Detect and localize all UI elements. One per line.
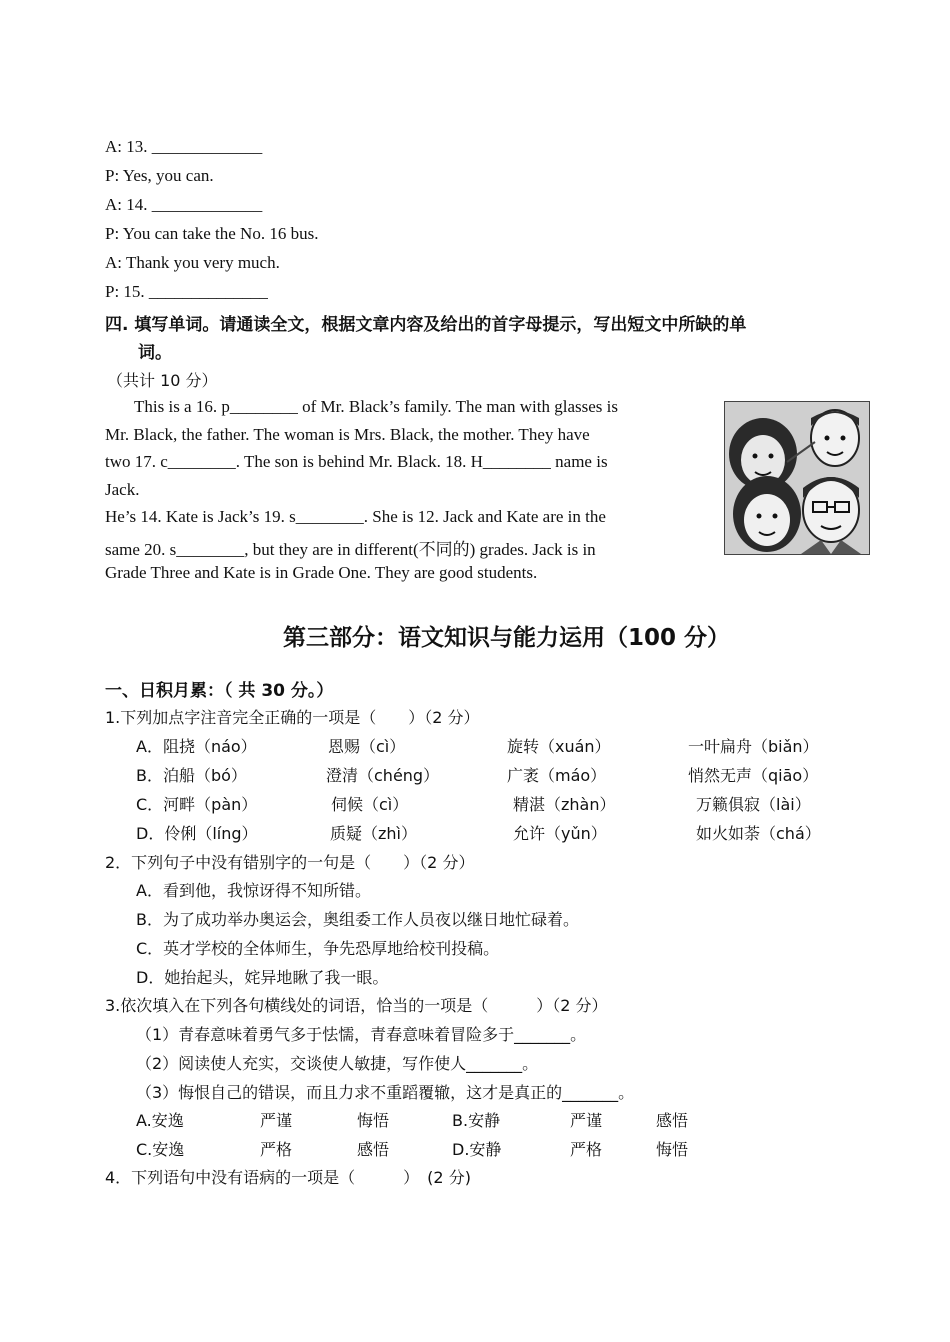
passage-line: Jack. xyxy=(105,480,140,499)
q3-option: 严格 xyxy=(260,1140,293,1159)
q3-option: 严谨 xyxy=(570,1111,603,1130)
part3-title: 第三部分：语文知识与能力运用（100 分） xyxy=(282,625,731,651)
q3-option: C.安逸 xyxy=(136,1140,185,1159)
q1-option: 质疑（zhì） xyxy=(330,824,417,843)
q3-option: B.安静 xyxy=(452,1111,501,1130)
q3-option: 悔悟 xyxy=(656,1140,689,1159)
q3-stem: 3.依次填入在下列各句横线处的词语，恰当的一项是（ ）（2 分） xyxy=(105,996,608,1015)
dialog-line: P: Yes, you can. xyxy=(105,166,214,185)
dialog-line: A: Thank you very much. xyxy=(105,253,280,272)
dialog-line: P: 15. ______________ xyxy=(105,282,268,301)
q3-option: 感悟 xyxy=(656,1111,689,1130)
passage-line: He’s 14. Kate is Jack’s 19. s________. She is 12. Jack and Kate are in the xyxy=(105,507,606,526)
q1-option: 恩赐（cì） xyxy=(328,737,406,756)
family-illustration xyxy=(725,402,869,554)
q3-option: 悔悟 xyxy=(357,1111,390,1130)
q2-option: D．她抬起头，姹异地瞅了我一眼。 xyxy=(136,968,389,987)
section4-points: （共计 10 分） xyxy=(107,371,218,390)
section4-heading-cont: 词。 xyxy=(138,343,172,363)
q3-option: 严谨 xyxy=(260,1111,293,1130)
q1-option: C．河畔（pàn） xyxy=(136,795,258,814)
q1-option: D．伶俐（líng） xyxy=(136,824,258,843)
q3-option: 感悟 xyxy=(357,1140,390,1159)
q3-sentence: （2）阅读使人充实，交谈使人敏捷，写作使人_______。 xyxy=(136,1054,539,1073)
q1-option: 伺候（cì） xyxy=(331,795,409,814)
q1-option: 万籁俱寂（lài） xyxy=(696,795,811,814)
q2-option: B．为了成功举办奥运会，奥组委工作人员夜以继日地忙碌着。 xyxy=(136,910,579,929)
q3-sentence: （3）悔恨自己的错误，而且力求不重蹈覆辙，这才是真正的_______。 xyxy=(136,1083,635,1102)
q1-option: 旋转（xuán） xyxy=(507,737,611,756)
section1-heading: 一、日积月累：（ 共 30 分。） xyxy=(105,681,334,701)
q1-option: 允许（yǔn） xyxy=(513,824,607,843)
dialog-line: A: 13. _____________ xyxy=(105,137,263,156)
passage-line: Grade Three and Kate is in Grade One. They are good students. xyxy=(105,563,538,582)
q3-option: D.安静 xyxy=(452,1140,502,1159)
q3-sentence: （1）青春意味着勇气多于怯懦，青春意味着冒险多于_______。 xyxy=(136,1025,587,1044)
q2-option: C．英才学校的全体师生，争先恐厚地给校刊投稿。 xyxy=(136,939,500,958)
dialog-line: A: 14. _____________ xyxy=(105,195,263,214)
q1-option: 悄然无声（qiāo） xyxy=(688,766,819,785)
passage-line: same 20. s________, but they are in different(不同的) grades. Jack is in xyxy=(105,540,596,559)
q3-option: A.安逸 xyxy=(136,1111,184,1130)
q4-stem: 4．下列语句中没有语病的一项是（ ） (2 分) xyxy=(105,1168,471,1187)
q1-stem: 1.下列加点字注音完全正确的一项是（ ）（2 分） xyxy=(105,708,480,727)
q1-option: 澄清（chéng） xyxy=(326,766,440,785)
q1-option: 一叶扁舟（biǎn） xyxy=(688,737,819,756)
passage-line: This is a 16. p________ of Mr. Black’s family. The man with glasses is xyxy=(134,397,618,416)
dialog-line: P: You can take the No. 16 bus. xyxy=(105,224,319,243)
q1-option: 精湛（zhàn） xyxy=(513,795,616,814)
q1-option: B．泊船（bó） xyxy=(136,766,247,785)
section4-heading: 四. 填写单词。请通读全文，根据文章内容及给出的首字母提示，写出短文中所缺的单 xyxy=(105,315,747,335)
q1-option: 广袤（máo） xyxy=(507,766,607,785)
passage-line: two 17. c________. The son is behind Mr. Black. 18. H________ name is xyxy=(105,452,608,471)
q1-option: 如火如荼（chá） xyxy=(696,824,821,843)
passage-line: Mr. Black, the father. The woman is Mrs. Black, the mother. They have xyxy=(105,425,590,444)
q2-stem: 2．下列句子中没有错别字的一句是（ ）（2 分） xyxy=(105,853,475,872)
family-picture xyxy=(724,401,870,555)
q2-option: A．看到他，我惊讶得不知所错。 xyxy=(136,881,371,900)
q3-option: 严格 xyxy=(570,1140,603,1159)
q1-option: A．阻挠（náo） xyxy=(136,737,257,756)
